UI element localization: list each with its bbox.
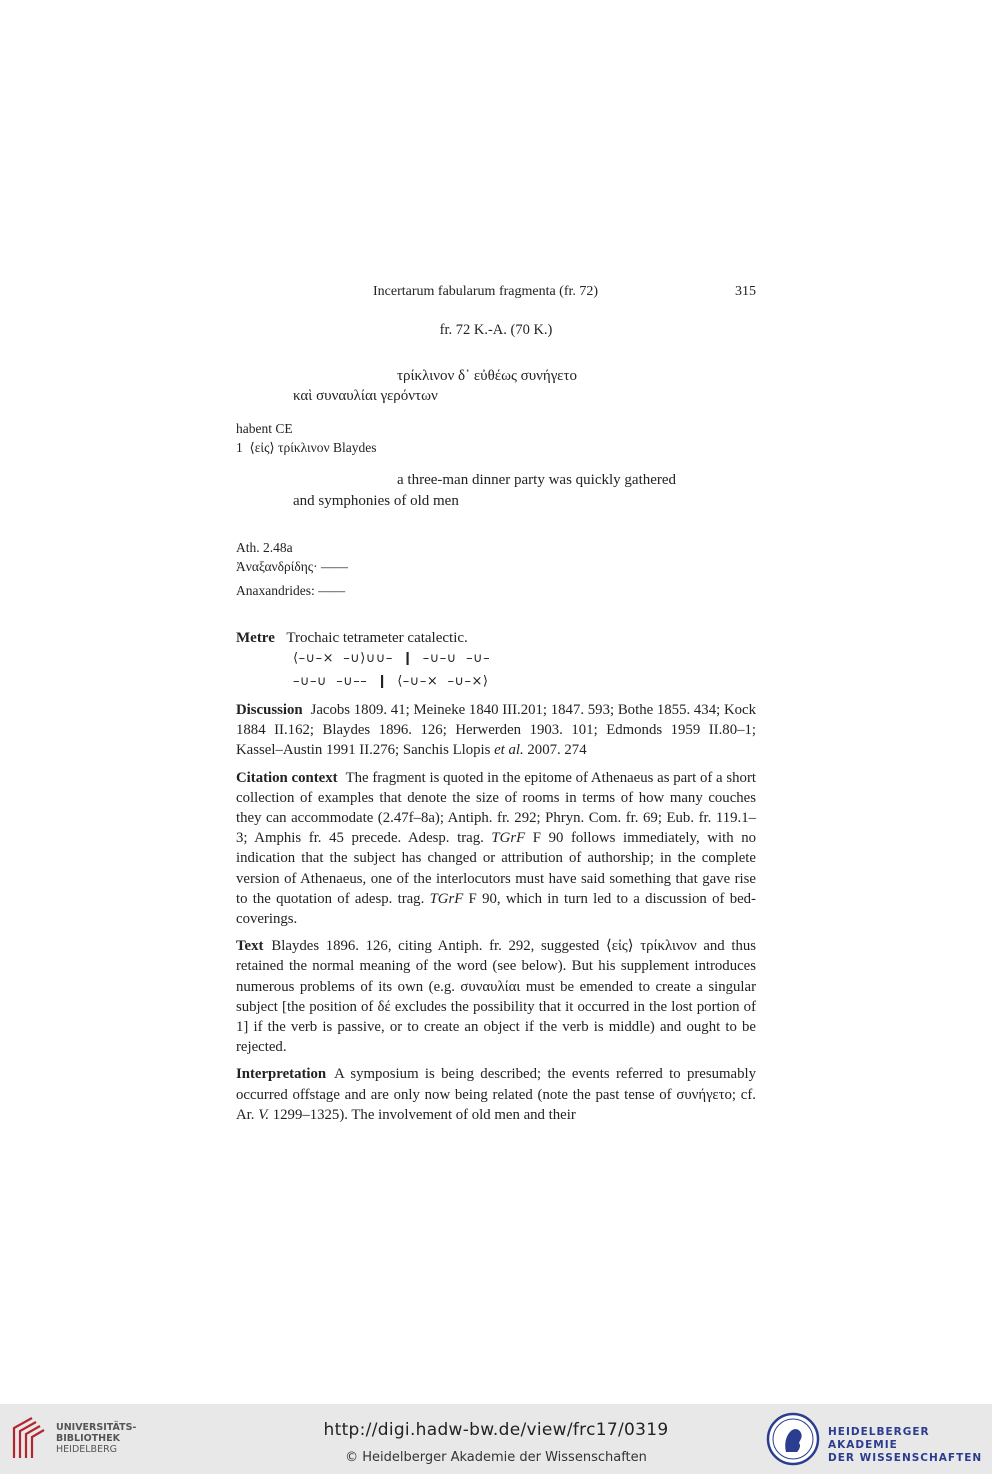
discussion-paragraph: Discussion Jacobs 1809. 41; Meineke 1840 III.201; 1847. 593; Bothe 1855. 434; Kock 1884 II.162; Blaydes 1896. 126; Herwerden 1903. 101; Edmonds 1959 II.80–1; Kassel–Austin 1991 II.276; Sanchis Llopis et al. 2007. 274 — [236, 702, 756, 759]
fragment-heading: fr. 72 K.-A. (70 K.) — [439, 322, 553, 338]
translation-line-1: a three-man dinner party was quickly gathered — [397, 472, 677, 488]
interpretation-label: Interpretation — [236, 1066, 327, 1083]
text-label: Text — [236, 938, 264, 955]
apparatus-entry: 1 ⟨εἰς⟩ τρίκλινον Blaydes — [236, 440, 377, 455]
academy-seal-icon — [766, 1412, 820, 1466]
running-title: Incertarum fabularum fragmenta (fr. 72) — [373, 284, 599, 299]
viewer-footer — [0, 1404, 992, 1474]
greek-verse-line-1: τρίκλινον δ᾽ εὐθέως συνήγετο — [397, 368, 577, 384]
citation-context-label: Citation context — [236, 769, 338, 786]
greek-verse-line-2: καὶ συναυλίαι γερόντων — [293, 388, 438, 404]
metrical-scheme-line-1: ⟨–∪–× –∪⟩∪∪– ❙ –∪–∪ –∪– — [293, 651, 491, 666]
academy-name: HEIDELBERGER AKADEMIE DER WISSENSCHAFTEN — [828, 1426, 983, 1464]
interpretation-paragraph: Interpretation A symposium is being described; the events referred to presumably occurred offstage and are only now being related (note the past tense of συνήγετο; cf. Ar. V. 1299–1325). The involvement of old men and their — [236, 1066, 756, 1123]
source-citation: Ath. 2.48a — [236, 540, 293, 555]
citation-context-paragraph: Citation context The fragment is quoted in the epitome of Athenaeus as part of a short collection of examples that denote the size of rooms in terms of how many couches they can accommodate (2.47f–8a); Antiph. fr. 292; Phryn. Com. fr. 69; Eub. fr. 119.1–3; Amphis fr. 45 precede. Adesp. trag. TGrF F 90 follows immediately, with no indication that the subject has changed or attribution of authorship; in the complete version of Athenaeus, one of the interlocutors must have said something that gave rise to the quotation of adesp. trag. TGrF F 90, which in turn led to a discussion of bed-coverings. — [236, 769, 756, 928]
discussion-label: Discussion — [236, 702, 303, 718]
translation-line-2: and symphonies of old men — [293, 493, 459, 509]
english-attribution: Anaxandrides: —— — [236, 583, 346, 598]
copyright-notice: © Heidelberger Akademie der Wissenschaften — [345, 1450, 647, 1465]
apparatus-witnesses: habent CE — [236, 421, 293, 436]
text-paragraph: Text Blaydes 1896. 126, citing Antiph. fr. 292, suggested ⟨εἰς⟩ τρίκλινον and thus retained the normal meaning of the word (see below). But his supplement introduces numerous problems of its own (e.g. συναυλίαι must be emended to create a singular subject [the position of δέ excludes the possibility that it occurred in the lost portion of 1] if the verb is passive, or to create an object if the verb is middle) and ought to be rejected. — [236, 938, 756, 1056]
metre-label: Metre — [236, 630, 275, 646]
permalink-url[interactable]: http://digi.hadw-bw.de/view/frc17/0319 — [323, 1420, 669, 1440]
greek-attribution: Ἀναξανδρίδης· —— — [236, 559, 348, 574]
page-number: 315 — [735, 284, 756, 299]
metre-text: Trochaic tetrameter catalectic. — [286, 630, 468, 646]
commentary-body — [236, 700, 756, 1132]
metre-line — [236, 628, 468, 649]
metrical-scheme-line-2: –∪–∪ –∪–– ❙ ⟨–∪–× –∪–×⟩ — [293, 674, 489, 689]
library-name: UNIVERSITÄTS- BIBLIOTHEK HEIDELBERG — [56, 1422, 137, 1455]
